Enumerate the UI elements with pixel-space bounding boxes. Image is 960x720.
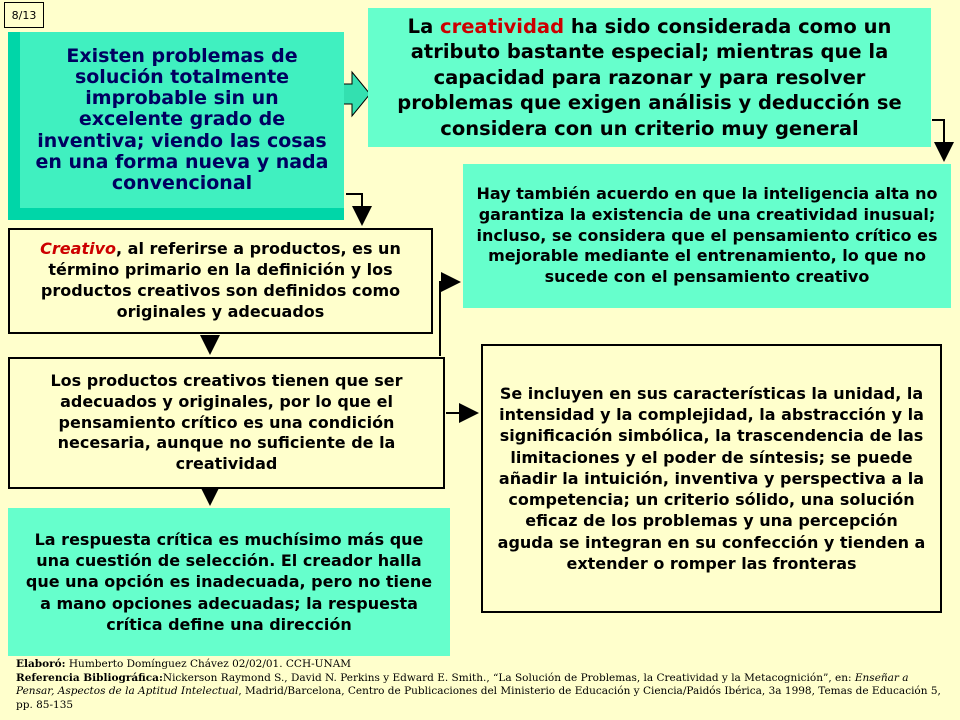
box-creatividad-atributo-text [384, 14, 915, 141]
footer-reference [16, 672, 946, 713]
footer-elaboro [16, 658, 946, 672]
ref-rest: , Madrid/Barcelona, Centro de Publicaciones del Ministerio de Educación y Ciencia/Paidós Ibérica, 3a 1998, Temas de Educación 5, pp. 85-135 [16, 685, 941, 711]
box2-pre: La [407, 15, 441, 39]
creatividad-highlight: creatividad [440, 15, 565, 39]
creativo-highlight: Creativo [40, 239, 116, 259]
box4-post: , al referirse a productos, es un término primario en la definición y los productos creativos son definidos como originales y adecuados [40, 239, 401, 321]
box2-post: ha sido considerada como un atributo bastante especial; mientras que la capacidad para razonar y para resolver problemas que exigen análisis y deducción se considera con un criterio muy general [397, 15, 902, 140]
box-problemas-inventiva-text: Existen problemas de solución totalmente improbable sin un excelente grado de inventiva; viendo las cosas en una forma nueva y nada convencional [20, 32, 344, 208]
box-creativo-definicion [8, 228, 433, 334]
elaboro-label: Elaboró: [16, 658, 66, 670]
ref-book: Enseñar a Pensar, Aspectos de la Aptitud Intelectual [16, 671, 909, 698]
arrow-box5-to-box3 [440, 282, 457, 356]
box-productos-creativos: Los productos creativos tienen que ser adecuados y originales, por lo que el pensamiento crítico es una condición necesaria, aunque no suficiente de la creatividad [8, 357, 445, 489]
footer-citation [16, 658, 946, 713]
box-respuesta-critica: La respuesta crítica es muchísimo más que una cuestión de selección. El creador halla que una opción es inadecuada, pero no tiene a mano opciones adecuadas; la respuesta crítica define una dirección [8, 508, 450, 656]
box-creativo-definicion-text [22, 239, 419, 322]
box-inteligencia-alta: Hay también acuerdo en que la inteligencia alta no garantiza la existencia de una creatividad inusual; incluso, se considera que el pensamiento crítico es mejorable mediante el entrenamiento, lo que no sucede con el pensamiento creativo [463, 164, 951, 308]
box-caracteristicas: Se incluyen en sus características la unidad, la intensidad y la complejidad, la abstracción y la significación simbólica, la trascendencia de las limitaciones y el poder de síntesis; se puede añadir la intuición, inventiva y perspectiva a la competencia; un criterio sólido, una solución eficaz de los problemas y una percepción aguda se integran en su confección y tienden a extender o romper las fronteras [481, 344, 942, 613]
ref-label: Referencia Bibliográfica: [16, 671, 163, 684]
box-problemas-inventiva [8, 32, 344, 220]
slide-number: 8/13 [4, 2, 44, 28]
ref-authors: Nickerson Raymond S., David N. Perkins y Edward E. Smith., “La Solución de Problemas, la Creatividad y la Metacognición”, en: [162, 671, 855, 684]
box-creatividad-atributo [368, 8, 931, 147]
arrow-box2-to-box3 [932, 120, 944, 158]
arrow-box1-to-box4 [346, 194, 362, 222]
elaboro-value: Humberto Domínguez Chávez 02/02/01. CCH-UNAM [65, 658, 352, 670]
